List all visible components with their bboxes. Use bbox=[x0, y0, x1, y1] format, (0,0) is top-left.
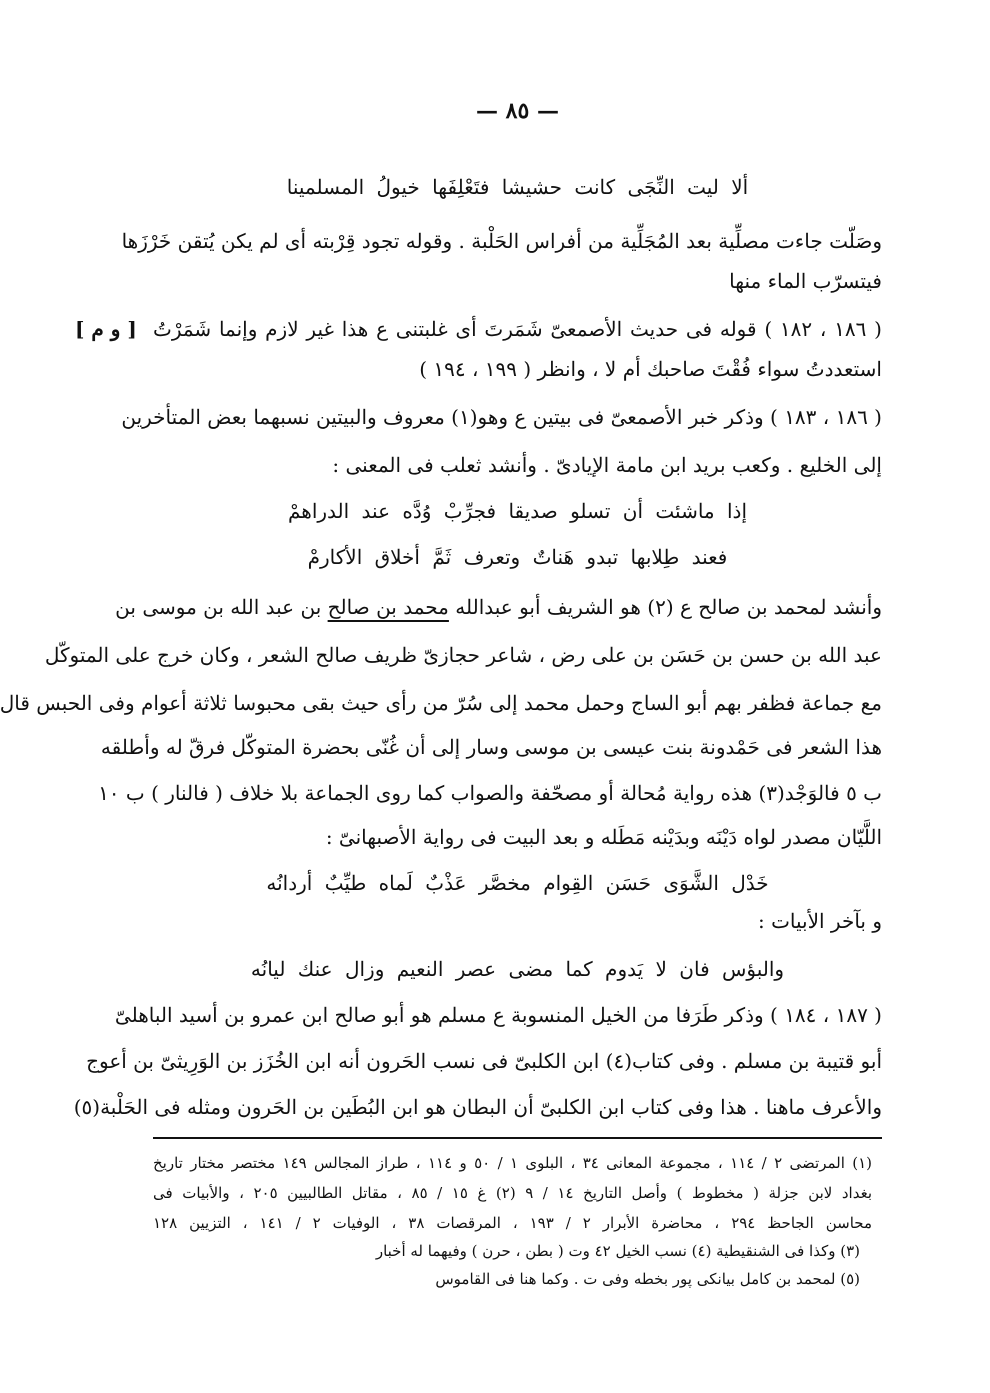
text-segment: وأنشد لمحمد بن صالح ع (٢) هو الشريف أبو عبدالله bbox=[448, 595, 882, 619]
verse-line: فعند طِلابها تبدو هَناتٌ وتعرف ثَمَّ أخلاق الأكارمْ bbox=[307, 545, 728, 569]
text-segment: بن عبد الله بن موسى بن bbox=[115, 595, 328, 619]
text-line: ( ١٨٦ ، ١٨٢ ) قوله فى حديث الأصمعىّ شَمَرتَ أى غلبتنى ع هذا غير لازم وإنما شَمَرْتُ bbox=[153, 317, 882, 341]
underlined-name: محمد بن صالح bbox=[327, 595, 449, 619]
verse-line: ألا ليت النِّجَى كانت حشيشا فتَعْلِفَها خيولُ المسلمينا bbox=[286, 175, 749, 199]
verse-line: والبؤس فان لا يَدوم كما مضى عصر النعيم وزال عنك ليانُه bbox=[250, 957, 785, 981]
footnote-line: (٥) لمحمد بن كامل بيانكى پور بخطه وفى ت . وكما هنا فى القاموس bbox=[435, 1270, 860, 1288]
text-line: فيتسرّب الماء منها bbox=[729, 269, 882, 293]
footnote-line: محاسن الجاحظ ٢٩٤ ، محاضرة الأبرار ٢ / ١٩٣ ، المرقصات ٣٨ ، الوفيات ٢ / ١٤١ ، التزيين ١٢٨ bbox=[153, 1214, 873, 1232]
verse-line: خَدْل الشَّوَى حَسَن القِوام مخصَّر عَذْبٌ لَماه طيِّبٌ أردانُه bbox=[266, 871, 769, 895]
text-line: ب ٥ فالوَجْد(٣) هذه رواية مُحالة أو مصحّفة والصواب كما روى الجماعة بلا خلاف ( فالنار ) ب ١٠ bbox=[98, 781, 882, 805]
text-line: ( ١٨٦ ، ١٨٣ ) وذكر خبر الأصمعىّ فى بيتين ع وهو(١) معروف والبيتين نسبهما بعض المتأخرين bbox=[121, 405, 882, 429]
text-line: مع جماعة فظفر بهم أبو الساج وحمل محمد إلى سُرّ من رأى حيث بقى محبوسا ثلاثة أعوام وفى الحبس قال bbox=[0, 691, 882, 715]
footnote-divider bbox=[153, 1137, 882, 1139]
text-line: عبد الله بن حسن بن حَسَن بن على رض ، شاعر حجازىّ ظريف صالح الشعر ، وكان خرج على المتوكّل bbox=[44, 643, 882, 667]
text-line: اللَّيّان مصدر لواه دَيْنَه وبدَيْنه مَطَله و بعد البيت فى رواية الأصبهانىّ : bbox=[325, 825, 882, 849]
text-line: ( ١٨٧ ، ١٨٤ ) وذكر طَرَفا من الخيل المنسوبة ع مسلم هو أبو صالح ابن عمرو بن أسيد الباهلىّ bbox=[114, 1003, 882, 1027]
footnote-line: بغداد لابن جزلة ( مخطوط ) وأصل التاريخ ١٤ / ٩ (٢) غ ١٥ / ٨٥ ، مقاتل الطالبيين ٢٠٥ ، والأبيات فى bbox=[153, 1184, 873, 1202]
footnote-line: (٣) وكذا فى الشنقيطية (٤) نسب الخيل ٤٢ وت ( بطن ، حرن ) وفيهما له أخبار bbox=[375, 1242, 860, 1260]
text-line: وصَلّت جاءت مصلِّية بعد المُجَلِّية من أفراس الحَلْبة . وقوله تجود قِرْبته أى لم يكن يُتقن خَرْزَها bbox=[121, 229, 882, 253]
text-line: و بآخر الأبيات : bbox=[757, 909, 882, 933]
margin-note: [ و م ] bbox=[75, 317, 137, 341]
footnote-line: (١) المرتضى ٢ / ١١٤ ، مجموعة المعانى ٣٤ ، البلوى ١ / ٥٠ و ١١٤ ، طراز المجالس ١٤٩ مختصر مختار تاريخ bbox=[153, 1154, 873, 1172]
text-line: هذا الشعر فى حَمْدونة بنت عيسى بن موسى وسار إلى أن غُنّى بحضرة المتوكّل فرقّ له وأطلقه bbox=[100, 735, 882, 759]
text-line bbox=[115, 590, 882, 626]
page-number: — ٨٥ — bbox=[476, 98, 559, 124]
verse-line: إذا ماشئت أن تسلو صديقا فجرِّبْ وُدَّه عند الدراهمْ bbox=[287, 499, 748, 523]
text-line: إلى الخليع . وكعب بريد ابن مامة الإيادىّ . وأنشد ثعلب فى المعنى : bbox=[332, 453, 882, 477]
text-line: والأعرف ماهنا . هذا وفى كتاب ابن الكلبىّ أن البطان هو ابن البُطَين بن الحَرون ومثله فى الحَلْبة(٥) bbox=[73, 1095, 882, 1119]
text-line: أبو قتيبة بن مسلم . وفى كتاب(٤) ابن الكلبىّ فى نسب الحَرون أنه ابن الخُزَز بن الوَرِيثىّ بن أعوج bbox=[86, 1049, 882, 1073]
text-line: استعددتُ سواء فُقْتَ صاحبك أم لا ، وانظر ( ١٩٩ ، ١٩٤ ) bbox=[419, 357, 882, 381]
